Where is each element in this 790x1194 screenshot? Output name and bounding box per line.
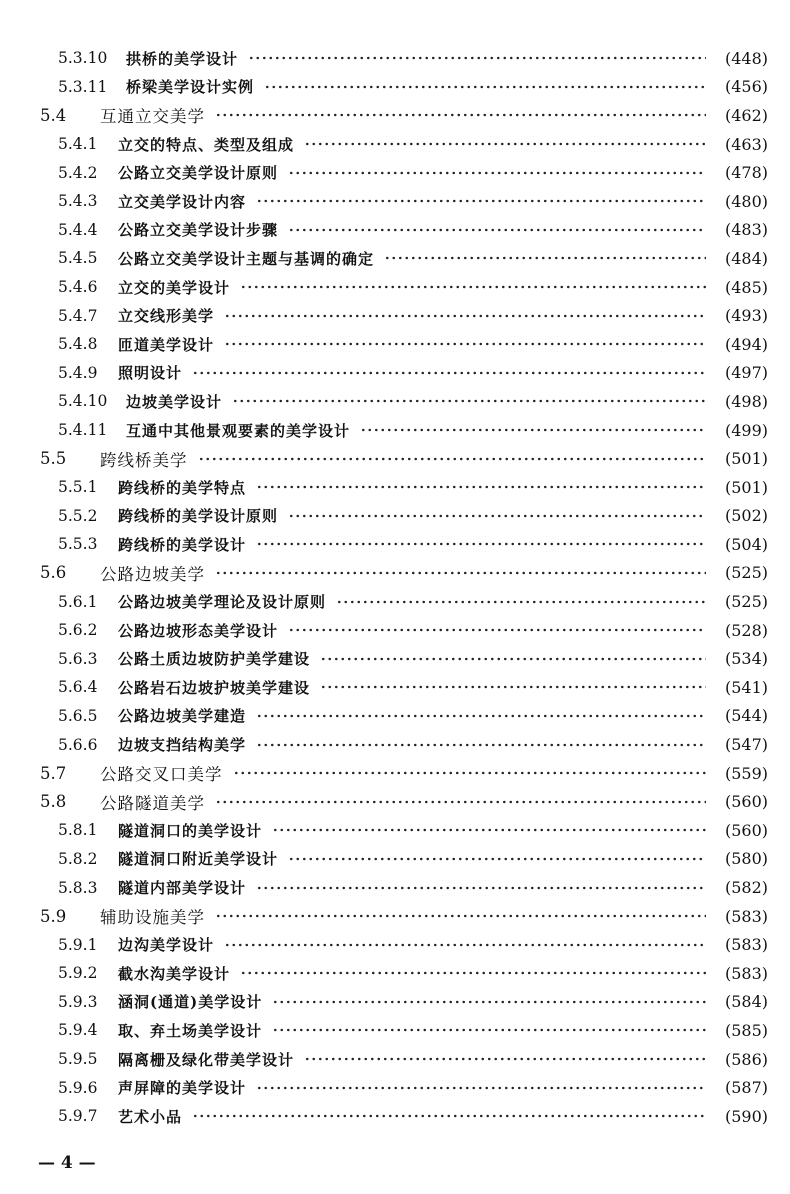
toc-entry-number: 5.6.5 <box>58 706 98 725</box>
toc-entry-number: 5.5.1 <box>58 478 98 497</box>
toc-entry-title: 跨线桥美学 <box>100 450 188 470</box>
toc-entry-title: 公路交叉口美学 <box>100 765 223 785</box>
toc-entry-number: 5.4.1 <box>58 135 98 154</box>
toc-entry-page: (480) <box>724 191 768 211</box>
toc-entry-page: (584) <box>724 992 768 1012</box>
toc-subsection-entry <box>0 273 790 302</box>
toc-entry-number: 5.6 <box>40 563 67 583</box>
toc-entry-page: (544) <box>724 706 768 726</box>
toc-subsection-entry <box>0 959 790 988</box>
toc-entry-page: (485) <box>724 277 768 297</box>
dot-leader <box>192 371 706 375</box>
toc-entry-title: 立交的美学设计 <box>118 278 231 297</box>
dot-leader <box>256 485 706 489</box>
toc-entry-number: 5.7 <box>40 763 67 783</box>
toc-entry-number: 5.4.11 <box>58 421 108 440</box>
toc-entry-title: 桥梁美学设计实例 <box>126 78 255 97</box>
toc-entry-page: (494) <box>724 334 768 354</box>
dot-leader <box>215 113 706 117</box>
toc-entry-page: (560) <box>724 792 768 812</box>
toc-entry-number: 5.4.4 <box>58 220 98 239</box>
toc-subsection-entry <box>0 187 790 216</box>
toc-subsection-entry <box>0 1073 790 1102</box>
toc-section-entry <box>0 559 790 588</box>
toc-entry-title: 公路边坡美学建造 <box>118 707 247 726</box>
toc-entry-number: 5.4.7 <box>58 306 98 325</box>
toc-entry-page: (580) <box>724 849 768 869</box>
toc-entry-title: 公路立交美学设计步骤 <box>118 221 279 240</box>
toc-entry-page: (499) <box>724 420 768 440</box>
toc-entry-title: 匝道美学设计 <box>118 335 215 354</box>
toc-entry-number: 5.4.8 <box>58 335 98 354</box>
toc-entry-number: 5.4.6 <box>58 278 98 297</box>
dot-leader <box>288 228 706 232</box>
toc-entry-number: 5.5.2 <box>58 506 98 525</box>
toc-entry-number: 5.5 <box>40 449 67 469</box>
toc-entry-page: (559) <box>724 763 768 783</box>
dot-leader <box>384 256 706 260</box>
toc-subsection-entry <box>0 845 790 874</box>
toc-entry-page: (534) <box>724 649 768 669</box>
toc-subsection-entry <box>0 1016 790 1045</box>
toc-subsection-entry <box>0 587 790 616</box>
toc-subsection-entry <box>0 216 790 245</box>
dot-leader <box>304 142 706 146</box>
toc-entry-title: 声屏障的美学设计 <box>118 1079 247 1098</box>
toc-subsection-entry <box>0 130 790 159</box>
toc-entry-page: (583) <box>724 963 768 983</box>
dot-leader <box>233 771 707 775</box>
toc-entry-number: 5.8.1 <box>58 821 98 840</box>
toc-entry-title: 辅助设施美学 <box>100 908 205 928</box>
dot-leader <box>224 342 706 346</box>
toc-subsection-entry <box>0 330 790 359</box>
toc-subsection-entry <box>0 73 790 102</box>
toc-entry-number: 5.9 <box>40 906 67 926</box>
dot-leader <box>272 828 706 832</box>
toc-entry-number: 5.4.10 <box>58 392 108 411</box>
toc-entry-title: 互通立交美学 <box>100 107 205 127</box>
toc-entry-title: 公路隧道美学 <box>100 793 205 813</box>
toc-entry-page: (585) <box>724 1020 768 1040</box>
toc-subsection-entry <box>0 158 790 187</box>
toc-entry-page: (501) <box>724 477 768 497</box>
toc-subsection-entry <box>0 359 790 388</box>
dot-leader <box>248 56 706 60</box>
dot-leader <box>320 657 706 661</box>
toc-subsection-entry <box>0 1045 790 1074</box>
toc-entry-page: (478) <box>724 163 768 183</box>
toc-entry-number: 5.9.2 <box>58 964 98 983</box>
toc-entry-title: 边沟美学设计 <box>118 936 215 955</box>
toc-entry-page: (582) <box>724 878 768 898</box>
table-of-contents <box>0 44 790 1131</box>
toc-entry-title: 立交的特点、类型及组成 <box>118 135 295 154</box>
dot-leader <box>360 428 706 432</box>
toc-section-entry <box>0 902 790 931</box>
dot-leader <box>264 85 706 89</box>
toc-section-entry <box>0 787 790 816</box>
toc-entry-number: 5.6.2 <box>58 621 98 640</box>
toc-subsection-entry <box>0 673 790 702</box>
toc-entry-title: 取、弃土场美学设计 <box>118 1021 263 1040</box>
toc-entry-title: 边坡美学设计 <box>126 392 223 411</box>
toc-entry-number: 5.4 <box>40 105 67 125</box>
dot-leader <box>288 628 706 632</box>
toc-entry-number: 5.9.7 <box>58 1107 98 1126</box>
toc-subsection-entry <box>0 473 790 502</box>
toc-entry-page: (463) <box>724 134 768 154</box>
dot-leader <box>256 886 706 890</box>
toc-subsection-entry <box>0 416 790 445</box>
toc-entry-number: 5.6.3 <box>58 649 98 668</box>
toc-entry-title: 跨线桥的美学设计原则 <box>118 507 279 526</box>
dot-leader <box>288 857 706 861</box>
toc-entry-title: 公路边坡形态美学设计 <box>118 621 279 640</box>
toc-entry-title: 跨线桥的美学设计 <box>118 535 247 554</box>
toc-entry-title: 立交美学设计内容 <box>118 192 247 211</box>
toc-entry-page: (462) <box>724 105 768 125</box>
toc-entry-title: 公路立交美学设计原则 <box>118 164 279 183</box>
toc-subsection-entry <box>0 988 790 1017</box>
toc-subsection-entry <box>0 244 790 273</box>
dot-leader <box>198 457 707 461</box>
dot-leader <box>304 1057 706 1061</box>
toc-entry-title: 立交线形美学 <box>118 307 215 326</box>
toc-entry-page: (590) <box>724 1106 768 1126</box>
toc-subsection-entry <box>0 387 790 416</box>
toc-subsection-entry <box>0 44 790 73</box>
toc-subsection-entry <box>0 644 790 673</box>
toc-subsection-entry <box>0 301 790 330</box>
toc-subsection-entry <box>0 702 790 731</box>
toc-entry-page: (502) <box>724 506 768 526</box>
dot-leader <box>240 285 706 289</box>
toc-entry-number: 5.8 <box>40 792 67 812</box>
toc-entry-page: (583) <box>724 906 768 926</box>
toc-entry-page: (448) <box>724 48 768 68</box>
dot-leader <box>256 714 706 718</box>
toc-entry-title: 公路立交美学设计主题与基调的确定 <box>118 249 375 268</box>
toc-entry-page: (498) <box>724 391 768 411</box>
toc-entry-title: 隧道洞口的美学设计 <box>118 821 263 840</box>
dot-leader <box>272 1028 706 1032</box>
toc-entry-page: (525) <box>724 592 768 612</box>
toc-entry-title: 拱桥的美学设计 <box>126 49 239 68</box>
toc-entry-page: (483) <box>724 220 768 240</box>
toc-entry-title: 涵洞(通道)美学设计 <box>118 993 263 1012</box>
toc-entry-page: (586) <box>724 1049 768 1069</box>
dot-leader <box>288 514 706 518</box>
toc-subsection-entry <box>0 730 790 759</box>
toc-entry-number: 5.6.6 <box>58 735 98 754</box>
toc-entry-number: 5.4.9 <box>58 363 98 382</box>
toc-entry-title: 跨线桥的美学特点 <box>118 478 247 497</box>
toc-entry-title: 互通中其他景观要素的美学设计 <box>126 421 351 440</box>
toc-entry-page: (456) <box>724 77 768 97</box>
dot-leader <box>192 1114 706 1118</box>
toc-entry-title: 隔离栅及绿化带美学设计 <box>118 1050 295 1069</box>
toc-entry-title: 公路岩石边坡护坡美学建设 <box>118 678 311 697</box>
toc-entry-number: 5.8.2 <box>58 849 98 868</box>
toc-entry-title: 公路边坡美学理论及设计原则 <box>118 593 327 612</box>
toc-entry-number: 5.9.1 <box>58 935 98 954</box>
toc-entry-number: 5.9.6 <box>58 1078 98 1097</box>
toc-entry-number: 5.9.5 <box>58 1050 98 1069</box>
toc-entry-title: 公路边坡美学 <box>100 564 205 584</box>
page-number-footer: — 4 — <box>38 1153 96 1173</box>
toc-section-entry <box>0 444 790 473</box>
toc-entry-page: (493) <box>724 306 768 326</box>
toc-entry-page: (528) <box>724 620 768 640</box>
toc-subsection-entry <box>0 873 790 902</box>
toc-subsection-entry <box>0 816 790 845</box>
toc-entry-page: (583) <box>724 935 768 955</box>
toc-entry-number: 5.4.2 <box>58 163 98 182</box>
toc-entry-page: (587) <box>724 1078 768 1098</box>
toc-entry-number: 5.4.3 <box>58 192 98 211</box>
toc-entry-title: 隧道洞口附近美学设计 <box>118 850 279 869</box>
toc-entry-number: 5.3.10 <box>58 49 108 68</box>
toc-entry-page: (504) <box>724 534 768 554</box>
dot-leader <box>256 542 706 546</box>
toc-entry-title: 边坡支挡结构美学 <box>118 736 247 755</box>
toc-entry-page: (547) <box>724 735 768 755</box>
dot-leader <box>224 943 706 947</box>
dot-leader <box>215 571 706 575</box>
dot-leader <box>240 971 706 975</box>
toc-entry-page: (497) <box>724 363 768 383</box>
toc-entry-title: 隧道内部美学设计 <box>118 879 247 898</box>
toc-entry-title: 照明设计 <box>118 364 183 383</box>
dot-leader <box>288 171 706 175</box>
toc-section-entry <box>0 101 790 130</box>
toc-entry-title: 截水沟美学设计 <box>118 964 231 983</box>
toc-entry-page: (501) <box>724 449 768 469</box>
toc-subsection-entry <box>0 930 790 959</box>
toc-entry-number: 5.6.1 <box>58 592 98 611</box>
toc-subsection-entry <box>0 616 790 645</box>
dot-leader <box>232 399 706 403</box>
toc-entry-page: (484) <box>724 248 768 268</box>
toc-entry-number: 5.4.5 <box>58 249 98 268</box>
dot-leader <box>215 914 706 918</box>
dot-leader <box>215 800 706 804</box>
toc-entry-number: 5.5.3 <box>58 535 98 554</box>
toc-entry-title: 公路土质边坡防护美学建设 <box>118 650 311 669</box>
dot-leader <box>272 1000 706 1004</box>
toc-subsection-entry <box>0 502 790 531</box>
toc-subsection-entry <box>0 1102 790 1131</box>
toc-entry-title: 艺术小品 <box>118 1107 183 1126</box>
dot-leader <box>256 199 706 203</box>
toc-subsection-entry <box>0 530 790 559</box>
dot-leader <box>336 600 706 604</box>
toc-entry-number: 5.6.4 <box>58 678 98 697</box>
toc-entry-page: (541) <box>724 677 768 697</box>
dot-leader <box>320 685 706 689</box>
toc-entry-number: 5.9.4 <box>58 1021 98 1040</box>
toc-entry-number: 5.3.11 <box>58 77 108 96</box>
toc-entry-page: (560) <box>724 820 768 840</box>
dot-leader <box>256 743 706 747</box>
toc-entry-page: (525) <box>724 563 768 583</box>
toc-section-entry <box>0 759 790 788</box>
dot-leader <box>256 1086 706 1090</box>
dot-leader <box>224 314 706 318</box>
toc-entry-number: 5.9.3 <box>58 992 98 1011</box>
toc-entry-number: 5.8.3 <box>58 878 98 897</box>
